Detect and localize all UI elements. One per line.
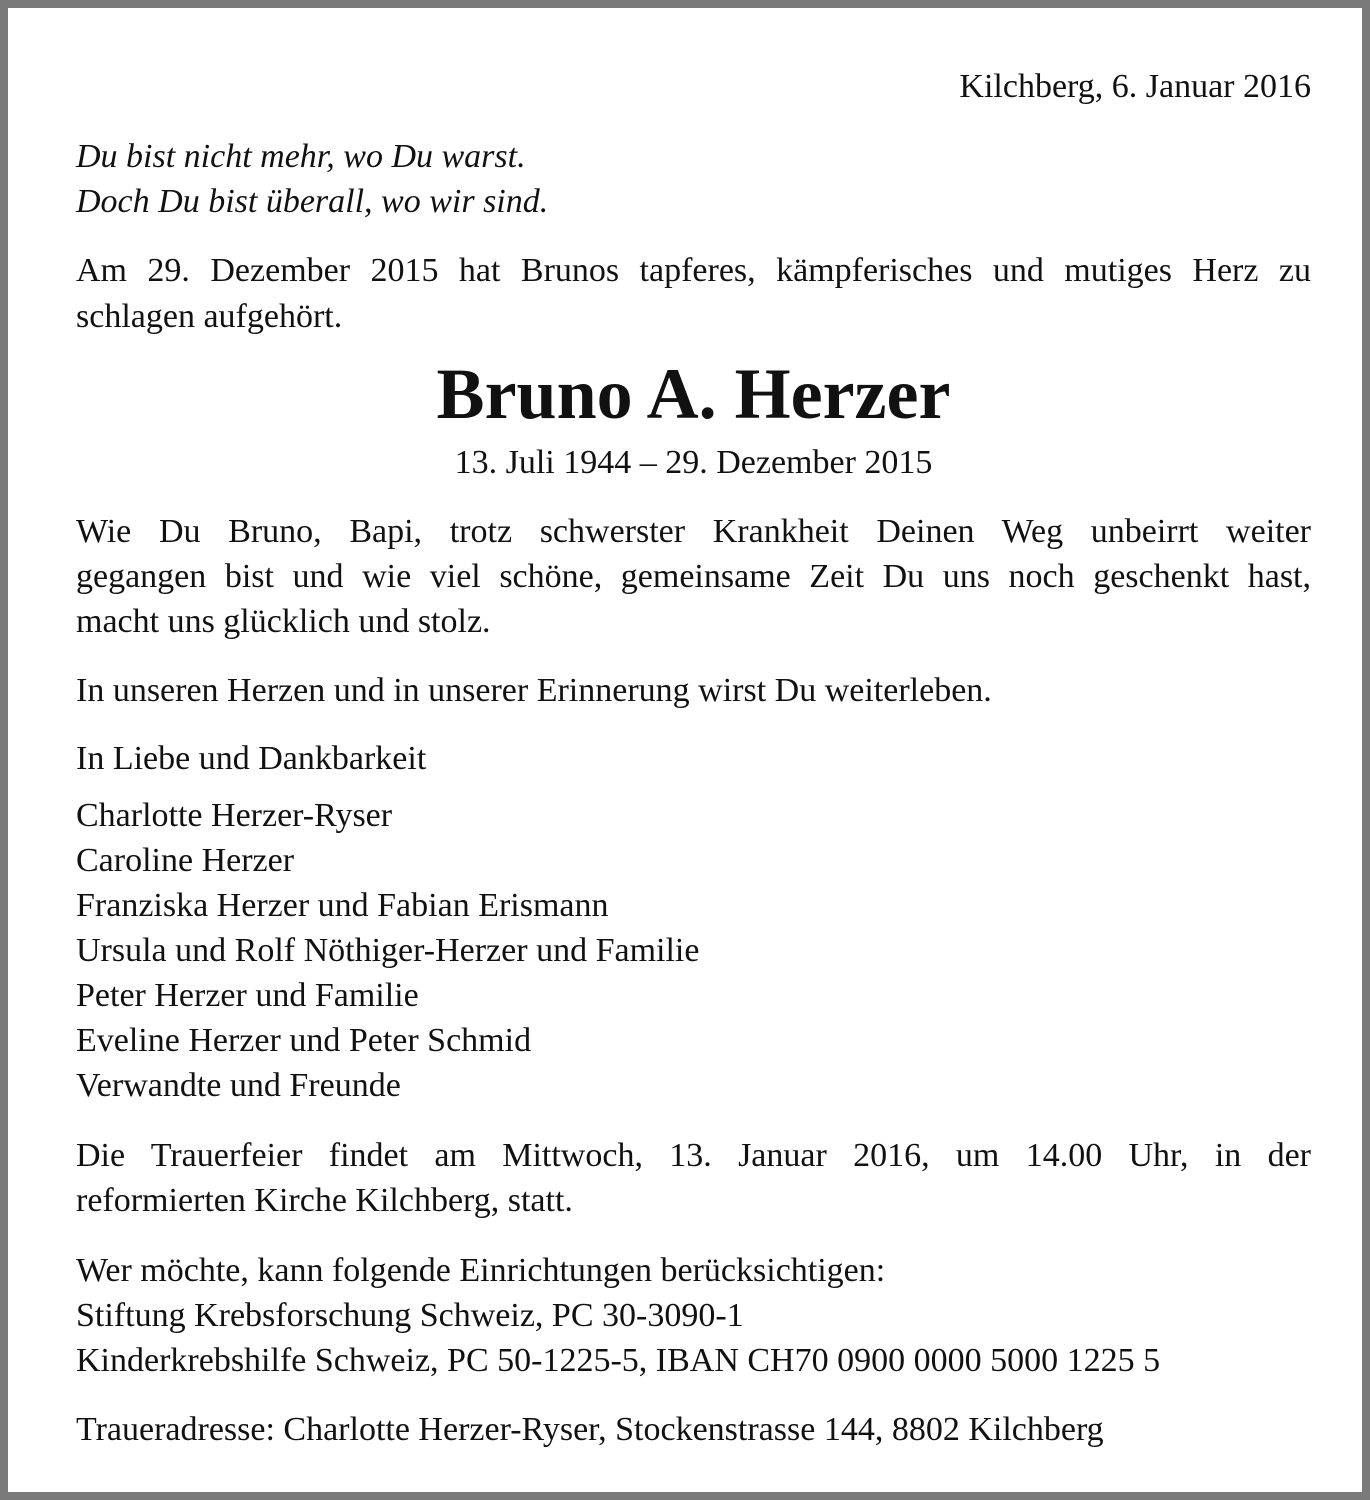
mourner-6: Eveline Herzer und Peter Schmid xyxy=(76,1022,532,1059)
tribute-line-2: gegangen bist und wie viel schöne, gemeinsame Zeit Du uns noch geschenkt hast, xyxy=(76,558,1311,595)
mourner-7: Verwandte und Freunde xyxy=(76,1067,401,1104)
tribute-line-3: macht uns glücklich und stolz. xyxy=(76,603,491,640)
deceased-name: Bruno A. Herzer xyxy=(436,354,951,434)
place-date: Kilchberg, 6. Januar 2016 xyxy=(959,68,1311,105)
mourner-4: Ursula und Rolf Nöthiger-Herzer und Familie xyxy=(76,932,700,969)
mourning-address: Traueradresse: Charlotte Herzer-Ryser, Stockenstrasse 144, 8802 Kilchberg xyxy=(76,1411,1104,1448)
closing-text: In Liebe und Dankbarkeit xyxy=(76,740,427,777)
tribute-line-1: Wie Du Bruno, Bapi, trotz schwerster Krankheit Deinen Weg unbeirrt weiter xyxy=(76,513,1311,550)
mourner-3: Franziska Herzer und Fabian Erismann xyxy=(76,887,609,924)
motto-line-2: Doch Du bist überall, wo wir sind. xyxy=(76,183,549,220)
motto-line-1: Du bist nicht mehr, wo Du warst. xyxy=(76,138,526,175)
donation-2: Kinderkrebshilfe Schweiz, PC 50-1225-5, IBAN CH70 0900 0000 5000 1225 5 xyxy=(76,1342,1161,1379)
memory-text: In unseren Herzen und in unserer Erinnerung wirst Du weiterleben. xyxy=(76,672,992,709)
intro-line-2: schlagen aufgehört. xyxy=(76,298,343,335)
mourner-1: Charlotte Herzer-Ryser xyxy=(76,797,393,834)
service-line-2: reformierten Kirche Kilchberg, statt. xyxy=(76,1182,573,1219)
mourner-5: Peter Herzer und Familie xyxy=(76,977,419,1014)
intro-line-1: Am 29. Dezember 2015 hat Brunos tapferes, kämpferisches und mutiges Herz zu xyxy=(76,252,1311,289)
life-dates: 13. Juli 1944 – 29. Dezember 2015 xyxy=(454,444,933,481)
mourner-2: Caroline Herzer xyxy=(76,842,295,879)
service-line-1: Die Trauerfeier findet am Mittwoch, 13. Januar 2016, um 14.00 Uhr, in der xyxy=(76,1137,1311,1174)
donation-1: Stiftung Krebsforschung Schweiz, PC 30-3090-1 xyxy=(76,1297,744,1334)
donations-intro: Wer möchte, kann folgende Einrichtungen berücksichtigen: xyxy=(76,1252,886,1289)
